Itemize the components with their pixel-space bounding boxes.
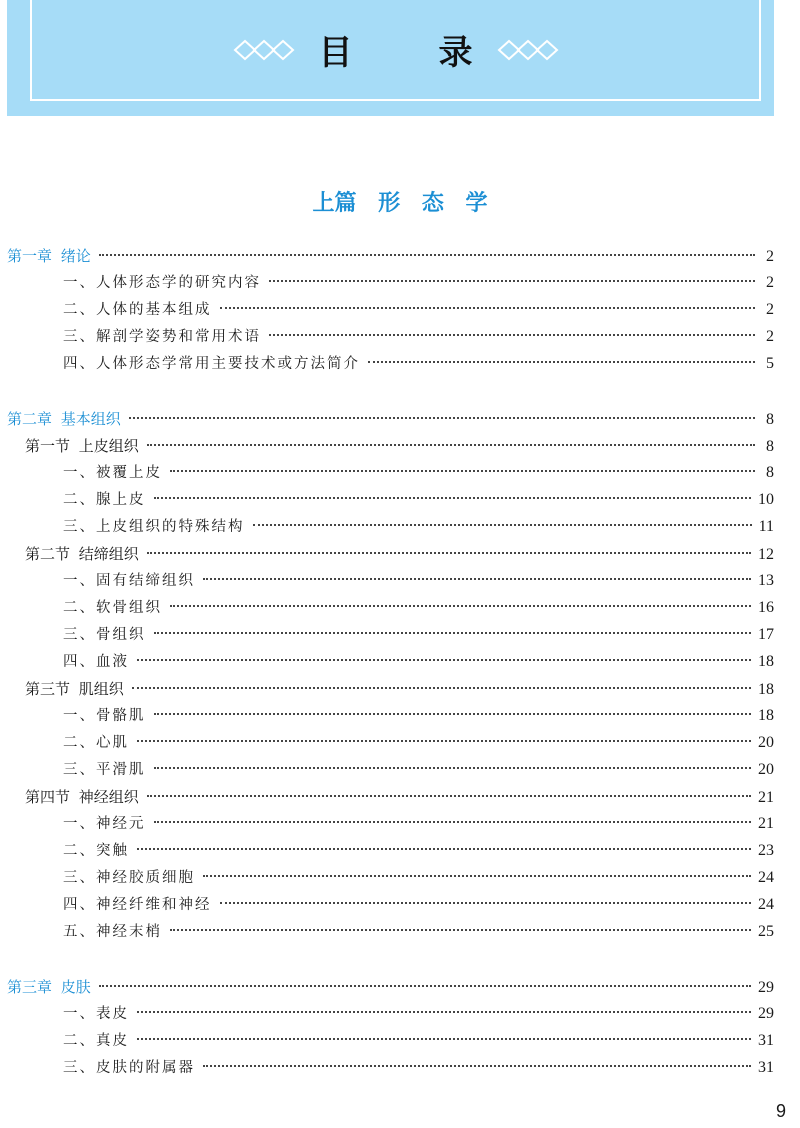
- toc-item-label: 一、被覆上皮: [63, 465, 162, 481]
- dot-leader: [253, 524, 752, 526]
- toc-section-label: 第二节 结缔组织: [25, 545, 139, 563]
- toc-page-number: 12: [758, 546, 774, 563]
- toc-item-row: [63, 351, 774, 377]
- toc-item-row: [63, 460, 774, 486]
- toc-page-number: 10: [758, 491, 774, 508]
- toc-page-number: 29: [758, 979, 774, 996]
- toc-item-label: 二、突触: [63, 843, 129, 859]
- toc-item-row: [63, 892, 774, 918]
- toc-item-label: 三、平滑肌: [63, 762, 146, 778]
- toc-item-label: 一、神经元: [63, 816, 146, 832]
- toc-item-label: 二、真皮: [63, 1033, 129, 1049]
- toc-page-number: 20: [758, 734, 774, 751]
- toc-item-label: 三、骨组织: [63, 627, 146, 643]
- toc-page-number: 24: [758, 896, 774, 913]
- toc-section-row: [25, 433, 774, 459]
- toc-page-number: 20: [758, 761, 774, 778]
- toc-page-number: 5: [766, 355, 774, 372]
- toc-item-label: 二、人体的基本组成: [63, 302, 212, 318]
- toc-page-number: 11: [758, 518, 774, 535]
- dot-leader: [154, 767, 752, 769]
- dot-leader: [203, 875, 751, 877]
- toc-item-row: [63, 649, 774, 675]
- toc-page-number: 8: [766, 438, 774, 455]
- toc-page-number: 29: [758, 1005, 774, 1022]
- dot-leader: [154, 497, 752, 499]
- toc-item-row: [63, 1001, 774, 1027]
- dot-leader: [137, 659, 751, 661]
- toc-chapter-label: 第二章 基本组织: [7, 410, 121, 428]
- toc-item-row: [63, 595, 774, 621]
- toc-item-label: 三、皮肤的附属器: [63, 1060, 195, 1076]
- toc-chapter-label: 第一章 绪论: [7, 247, 91, 265]
- toc-item-row: [63, 622, 774, 648]
- toc-page-number: 18: [758, 707, 774, 724]
- dot-leader: [203, 1065, 751, 1067]
- toc-chapter-label: 第三章 皮肤: [7, 978, 91, 996]
- dot-leader: [132, 687, 751, 689]
- toc-page-number: 18: [758, 653, 774, 670]
- toc-item-row: [63, 865, 774, 891]
- toc-item-row: [63, 297, 774, 323]
- dot-leader: [203, 578, 751, 580]
- toc-page-number: 21: [758, 815, 774, 832]
- toc-page-number: 31: [758, 1032, 774, 1049]
- toc-page-number: 2: [766, 301, 774, 318]
- toc-section-row: [25, 676, 774, 702]
- dot-leader: [170, 470, 755, 472]
- dot-leader: [129, 417, 755, 419]
- toc-section-label: 第三节 肌组织: [25, 680, 124, 698]
- toc-chapter-row: [7, 974, 774, 1000]
- toc-page-number: 17: [758, 626, 774, 643]
- toc-item-row: [63, 487, 774, 513]
- toc-item-label: 二、软骨组织: [63, 600, 162, 616]
- toc-item-label: 四、血液: [63, 654, 129, 670]
- dot-leader: [154, 632, 752, 634]
- dot-leader: [368, 361, 755, 363]
- page-number: 9: [775, 1101, 786, 1121]
- toc-page-number: 23: [758, 842, 774, 859]
- toc-item-row: [63, 514, 774, 540]
- dot-leader: [137, 848, 751, 850]
- dot-leader: [137, 1011, 751, 1013]
- dot-leader: [154, 821, 752, 823]
- toc-item-label: 三、上皮组织的特殊结构: [63, 519, 245, 535]
- toc-section-label: 第一节 上皮组织: [25, 437, 139, 455]
- toc-page-number: 25: [758, 923, 774, 940]
- toc-item-label: 二、腺上皮: [63, 492, 146, 508]
- toc-page-number: 24: [758, 869, 774, 886]
- page-title: 目录: [318, 33, 559, 73]
- toc-item-label: 四、人体形态学常用主要技术或方法简介: [63, 356, 360, 372]
- toc-item-label: 四、神经纤维和神经: [63, 897, 212, 913]
- dot-leader: [137, 740, 751, 742]
- toc-item-row: [63, 270, 774, 296]
- toc-section-row: [25, 541, 774, 567]
- toc-item-label: 二、心肌: [63, 735, 129, 751]
- toc-item-label: 三、解剖学姿势和常用术语: [63, 329, 261, 345]
- toc-item-row: [63, 324, 774, 350]
- toc-item-row: [63, 568, 774, 594]
- toc-item-row: [63, 757, 774, 783]
- toc-page-number: 18: [758, 681, 774, 698]
- dot-leader: [147, 552, 751, 554]
- toc-page-number: 2: [766, 274, 774, 291]
- toc-item-row: [63, 838, 774, 864]
- part-heading: 上篇 形 态 学: [312, 191, 488, 216]
- toc-item-row: [63, 1055, 774, 1081]
- dot-leader: [269, 334, 755, 336]
- dot-leader: [269, 280, 755, 282]
- toc-item-label: 一、固有结缔组织: [63, 573, 195, 589]
- toc-item-row: [63, 919, 774, 945]
- dot-leader: [170, 605, 751, 607]
- toc-chapter-row: [7, 243, 774, 269]
- dot-leader: [154, 713, 752, 715]
- toc-section-label: 第四节 神经组织: [25, 788, 139, 806]
- dot-leader: [99, 254, 755, 256]
- dot-leader: [170, 929, 751, 931]
- toc-page-number: 8: [766, 464, 774, 481]
- toc-page-number: 31: [758, 1059, 774, 1076]
- dot-leader: [220, 307, 756, 309]
- dot-leader: [99, 985, 751, 987]
- toc-section-row: [25, 784, 774, 810]
- toc-item-row: [63, 730, 774, 756]
- toc-page-number: 2: [766, 248, 774, 265]
- dot-leader: [147, 795, 751, 797]
- dot-leader: [147, 444, 755, 446]
- toc-page-number: 13: [758, 572, 774, 589]
- dot-leader: [137, 1038, 751, 1040]
- toc-item-row: [63, 703, 774, 729]
- toc-item-label: 三、神经胶质细胞: [63, 870, 195, 886]
- toc-item-row: [63, 811, 774, 837]
- dot-leader: [220, 902, 752, 904]
- toc-chapter-row: [7, 406, 774, 432]
- toc-item-label: 一、表皮: [63, 1006, 129, 1022]
- toc-page-number: 8: [766, 411, 774, 428]
- toc-page-number: 16: [758, 599, 774, 616]
- toc-page-number: 21: [758, 789, 774, 806]
- toc-item-label: 五、神经末梢: [63, 924, 162, 940]
- toc-item-label: 一、人体形态学的研究内容: [63, 275, 261, 291]
- toc-item-label: 一、骨骼肌: [63, 708, 146, 724]
- toc-page-number: 2: [766, 328, 774, 345]
- toc-item-row: [63, 1028, 774, 1054]
